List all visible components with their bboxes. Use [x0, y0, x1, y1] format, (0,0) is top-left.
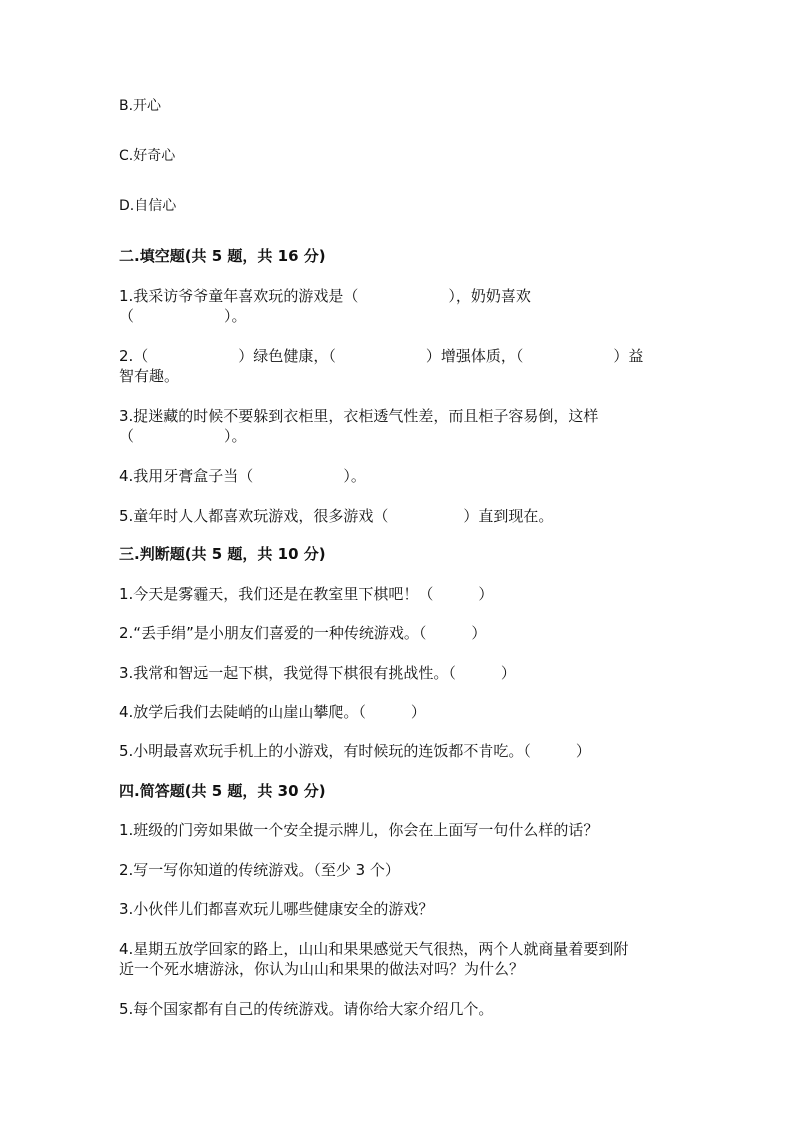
fill-q1-line1: 1.我采访爷爷童年喜欢玩的游戏是（ ），奶奶喜欢 — [119, 287, 531, 305]
judge-q1: 1.今天是雾霾天，我们还是在教室里下棋吧！（ ） — [119, 585, 494, 603]
section-title-fill-in: 二.填空题(共 5 题，共 16 分) — [119, 247, 326, 265]
judge-q3: 3.我常和智远一起下棋，我觉得下棋很有挑战性。（ ） — [119, 664, 516, 682]
section-title-short-answer: 四.简答题(共 5 题，共 30 分) — [119, 782, 326, 800]
fill-q2-line1: 2.（ ）绿色健康，（ ）增强体质，（ ）益 — [119, 347, 644, 365]
short-q3: 3.小伙伴儿们都喜欢玩儿哪些健康安全的游戏？ — [119, 900, 434, 918]
short-q5: 5.每个国家都有自己的传统游戏。请你给大家介绍几个。 — [119, 1000, 494, 1018]
short-q4-line1: 4.星期五放学回家的路上，山山和果果感觉天气很热，两个人就商量着要到附 — [119, 940, 629, 958]
short-q1: 1.班级的门旁如果做一个安全提示牌儿，你会在上面写一句什么样的话？ — [119, 821, 599, 839]
section-title-true-false: 三.判断题(共 5 题，共 10 分) — [119, 545, 326, 563]
fill-q3-line2: （ ）。 — [119, 427, 247, 445]
fill-q4: 4.我用牙膏盒子当（ ）。 — [119, 467, 366, 485]
judge-q4: 4.放学后我们去陡峭的山崖山攀爬。（ ） — [119, 703, 426, 721]
option-b: B.开心 — [119, 98, 162, 114]
short-q4-line2: 近一个死水塘游泳，你认为山山和果果的做法对吗？为什么？ — [119, 960, 525, 978]
fill-q3-line1: 3.捉迷藏的时候不要躲到衣柜里，衣柜透气性差，而且柜子容易倒，这样 — [119, 407, 599, 425]
option-c: C.好奇心 — [119, 148, 176, 164]
judge-q5: 5.小明最喜欢玩手机上的小游戏，有时候玩的连饭都不肯吃。（ ） — [119, 742, 591, 760]
option-d: D.自信心 — [119, 198, 177, 214]
judge-q2: 2.“丢手绢”是小朋友们喜爱的一种传统游戏。（ ） — [119, 624, 487, 642]
fill-q1-line2: （ ）。 — [119, 307, 247, 325]
short-q2: 2.写一写你知道的传统游戏。（至少 3 个） — [119, 861, 400, 879]
fill-q5: 5.童年时人人都喜欢玩游戏，很多游戏（ ）直到现在。 — [119, 507, 554, 525]
fill-q2-line2: 智有趣。 — [119, 367, 180, 385]
